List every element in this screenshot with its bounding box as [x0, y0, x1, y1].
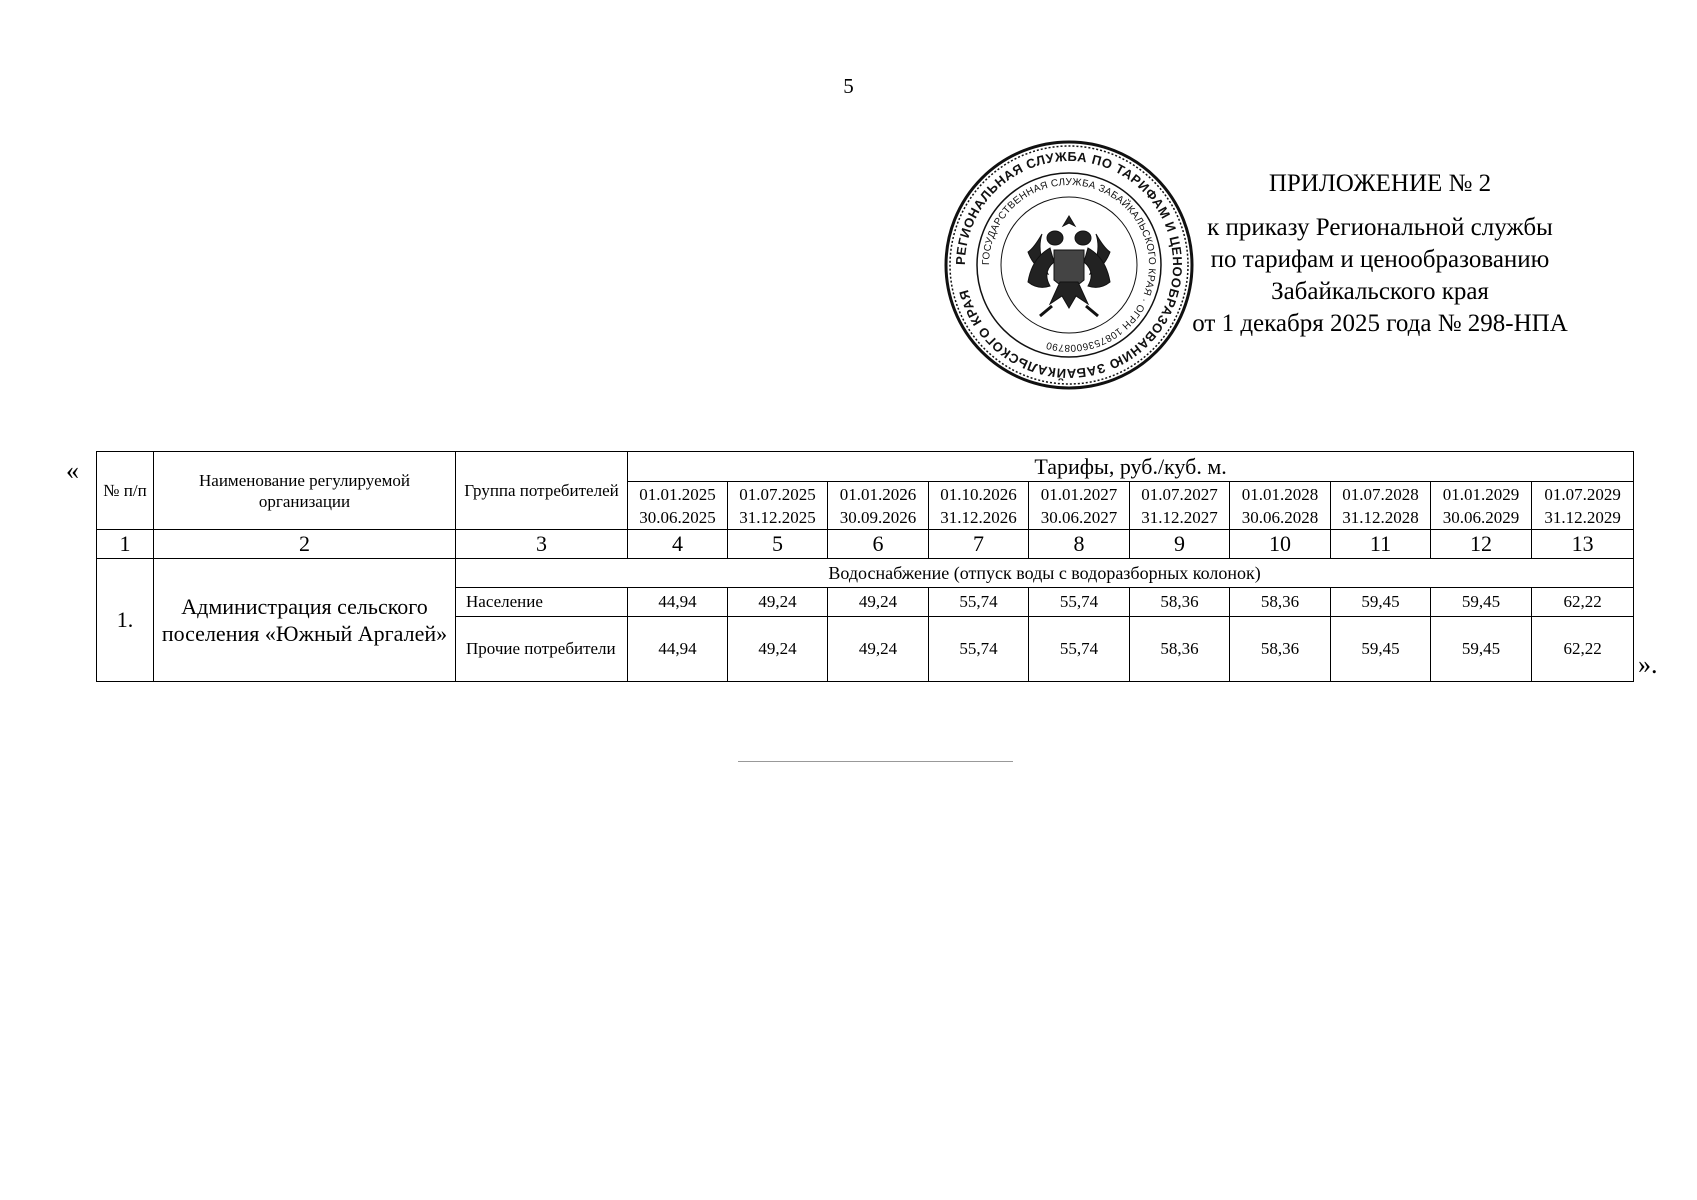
period-start: 01.07.2028	[1342, 484, 1419, 504]
org-name: Администрация сельского поселения «Южный Аргалей»	[154, 559, 456, 682]
period-start: 01.07.2027	[1141, 484, 1218, 504]
header-tariffs: Тарифы, руб./куб. м.	[628, 452, 1634, 482]
period-end: 31.12.2025	[739, 507, 816, 527]
tariff-value: 58,36	[1130, 588, 1230, 617]
period-end: 30.09.2026	[839, 507, 917, 527]
period-cell	[1130, 482, 1230, 530]
tariff-value: 44,94	[628, 617, 728, 682]
period-cell	[1230, 482, 1331, 530]
tariff-value: 44,94	[628, 588, 728, 617]
tariff-value: 55,74	[1029, 617, 1130, 682]
column-number: 10	[1230, 530, 1331, 559]
period-cell	[828, 482, 929, 530]
period-start: 01.01.2025	[639, 484, 716, 504]
tariff-table	[96, 451, 1634, 682]
period-cell	[728, 482, 828, 530]
tariff-value: 49,24	[828, 617, 929, 682]
period-cell	[1331, 482, 1431, 530]
tariff-value: 55,74	[1029, 588, 1130, 617]
tariff-value: 49,24	[728, 617, 828, 682]
row-number: 1.	[97, 559, 154, 682]
column-number: 2	[154, 530, 456, 559]
period-end: 31.12.2027	[1141, 507, 1218, 527]
column-number: 6	[828, 530, 929, 559]
appendix-title: ПРИЛОЖЕНИЕ № 2	[1268, 170, 1492, 197]
tariff-value: 55,74	[929, 617, 1029, 682]
period-start: 01.10.2026	[940, 484, 1017, 504]
period-start: 01.01.2027	[1040, 484, 1118, 504]
tariff-value: 58,36	[1230, 588, 1331, 617]
order-line: Забайкальского края	[1271, 278, 1489, 305]
period-cell	[1532, 482, 1634, 530]
section-title: Водоснабжение (отпуск воды с водоразборных колонок)	[456, 559, 1634, 588]
column-number: 5	[728, 530, 828, 559]
eagle-emblem-icon	[1028, 216, 1110, 316]
svg-text:РЕГИОНАЛЬНАЯ СЛУЖБА ПО ТАРИФАМ: РЕГИОНАЛЬНАЯ СЛУЖБА ПО ТАРИФАМ И ЦЕНООБРАЗОВАНИЮ ЗАБАЙКАЛЬСКОГО КРАЯ	[952, 148, 1186, 382]
tariff-value: 49,24	[728, 588, 828, 617]
tariff-value: 59,45	[1331, 588, 1431, 617]
period-end: 30.06.2025	[639, 507, 716, 527]
tariff-value: 62,22	[1532, 588, 1634, 617]
column-number: 12	[1431, 530, 1532, 559]
period-end: 30.06.2027	[1040, 507, 1118, 527]
period-start: 01.07.2025	[739, 484, 816, 504]
column-number: 1	[97, 530, 154, 559]
period-cell	[628, 482, 728, 530]
header-consumer-group: Группа потребителей	[456, 452, 628, 530]
tariff-value: 59,45	[1431, 588, 1532, 617]
svg-text:ГОСУДАРСТВЕННАЯ СЛУЖБА ЗАБАЙКА: ГОСУДАРСТВЕННАЯ СЛУЖБА ЗАБАЙКАЛЬСКОГО КРАЯ · ОГРН 1087536008790	[980, 176, 1158, 354]
period-end: 31.12.2026	[940, 507, 1017, 527]
page-number: 5	[843, 74, 854, 98]
header-org-name: Наименование регулируемой организации	[154, 452, 456, 530]
tariff-value: 58,36	[1130, 617, 1230, 682]
column-number: 3	[456, 530, 628, 559]
column-number: 8	[1029, 530, 1130, 559]
period-start: 01.07.2029	[1544, 484, 1621, 504]
period-cell	[1431, 482, 1532, 530]
column-number: 13	[1532, 530, 1634, 559]
period-start: 01.01.2026	[839, 484, 917, 504]
column-number: 7	[929, 530, 1029, 559]
closing-quote: ».	[1638, 650, 1658, 679]
end-divider	[738, 761, 1013, 762]
tariff-value: 59,45	[1431, 617, 1532, 682]
consumer-group: Население	[456, 588, 628, 617]
column-number: 11	[1331, 530, 1431, 559]
opening-quote: «	[66, 456, 79, 485]
period-end: 30.06.2028	[1241, 507, 1319, 527]
period-end: 31.12.2028	[1342, 507, 1419, 527]
tariff-value: 49,24	[828, 588, 929, 617]
tariff-value: 58,36	[1230, 617, 1331, 682]
column-number: 4	[628, 530, 728, 559]
order-line: от 1 декабря 2025 года № 298-НПА	[1192, 310, 1568, 337]
consumer-group: Прочие потребители	[456, 617, 628, 682]
appendix-header	[1150, 170, 1610, 340]
header-number: № п/п	[97, 452, 154, 530]
period-start: 01.01.2029	[1442, 484, 1520, 504]
period-end: 31.12.2029	[1544, 507, 1621, 527]
period-cell	[1029, 482, 1130, 530]
tariff-value: 59,45	[1331, 617, 1431, 682]
order-line: по тарифам и ценообразованию	[1210, 246, 1550, 273]
column-number: 9	[1130, 530, 1230, 559]
period-cell	[929, 482, 1029, 530]
order-line: к приказу Региональной службы	[1207, 214, 1553, 241]
period-start: 01.01.2028	[1241, 484, 1319, 504]
period-end: 30.06.2029	[1442, 507, 1520, 527]
tariff-value: 55,74	[929, 588, 1029, 617]
tariff-value: 62,22	[1532, 617, 1634, 682]
